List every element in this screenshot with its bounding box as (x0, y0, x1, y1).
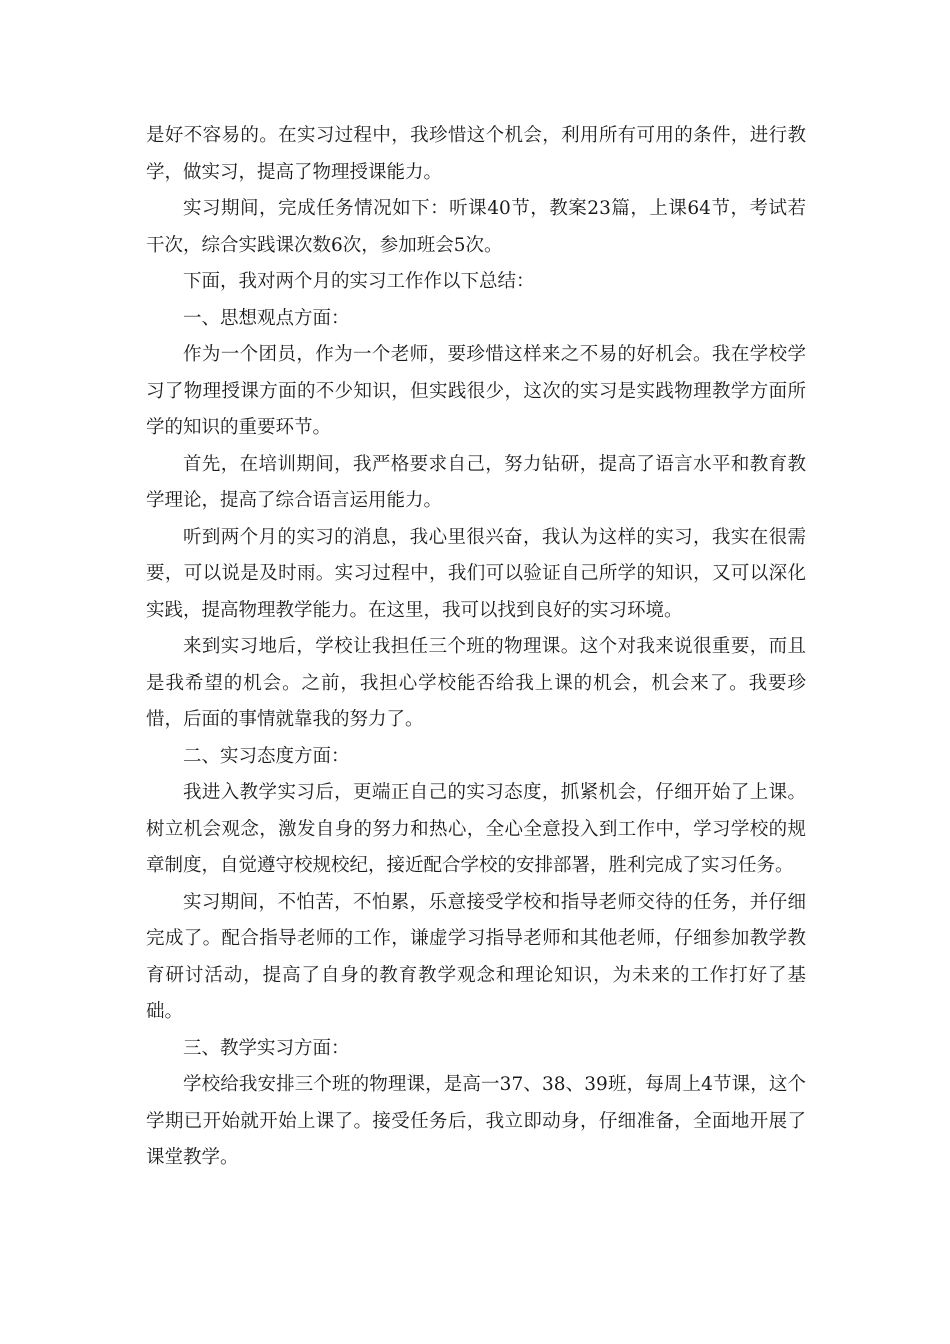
paragraph: 学校给我安排三个班的物理课，是高一37、38、39班，每周上4节课，这个学期已开始就开始上课了。接受任务后，我立即动身，仔细准备，全面地开展了课堂教学。 (146, 1074, 806, 1168)
document-page (146, 118, 806, 1177)
paragraph: 实习期间，不怕苦，不怕累，乐意接受学校和指导老师交待的任务，并仔细完成了。配合指导老师的工作，谦虚学习指导老师和其他老师，仔细参加教学教育研讨活动，提高了自身的教育教学观念和理论知识，为未来的工作打好了基础。 (146, 891, 806, 1022)
section-heading: 二、实习态度方面： (183, 745, 350, 767)
paragraph: 来到实习地后，学校让我担任三个班的物理课。这个对我来说很重要，而且是我希望的机会。之前，我担心学校能否给我上课的机会，机会来了。我要珍惜，后面的事情就靠我的努力了。 (146, 636, 806, 730)
paragraph: 首先，在培训期间，我严格要求自己，努力钻研，提高了语言水平和教育教学理论，提高了综合语言运用能力。 (146, 453, 806, 511)
paragraph: 实习期间，完成任务情况如下：听课40节，教案23篇，上课64节，考试若干次，综合实践课次数6次，参加班会5次。 (146, 198, 806, 256)
paragraph: 作为一个团员，作为一个老师，要珍惜这样来之不易的好机会。我在学校学习了物理授课方面的不少知识，但实践很少，这次的实习是实践物理教学方面所学的知识的重要环节。 (146, 344, 806, 438)
paragraph: 我进入教学实习后，更端正自己的实习态度，抓紧机会，仔细开始了上课。树立机会观念，激发自身的努力和热心，全心全意投入到工作中，学习学校的规章制度，自觉遵守校规校纪，接近配合学校的安排部署，胜利完成了实习任务。 (146, 782, 806, 876)
section-heading: 三、教学实习方面： (183, 1037, 350, 1059)
paragraph: 是好不容易的。在实习过程中，我珍惜这个机会，利用所有可用的条件，进行教学，做实习，提高了物理授课能力。 (146, 125, 806, 183)
section-heading: 一、思想观点方面： (183, 307, 350, 329)
paragraph: 下面，我对两个月的实习工作作以下总结： (183, 271, 535, 292)
paragraph: 听到两个月的实习的消息，我心里很兴奋，我认为这样的实习，我实在很需要，可以说是及时雨。实习过程中，我们可以验证自己所学的知识，又可以深化实践，提高物理教学能力。在这里，我可以找到良好的实习环境。 (146, 526, 806, 621)
